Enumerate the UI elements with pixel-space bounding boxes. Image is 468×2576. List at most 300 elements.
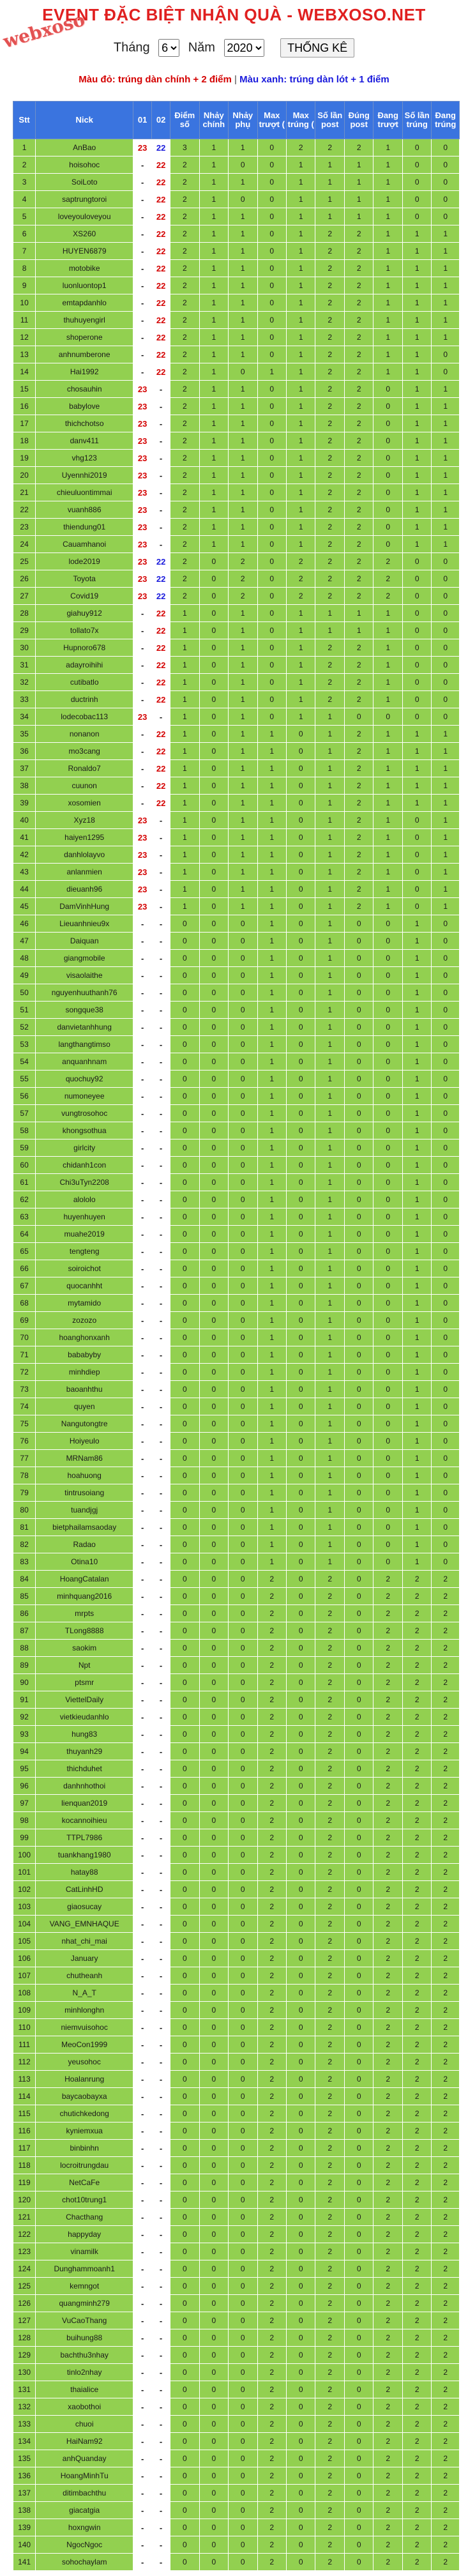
table-cell: 0: [287, 795, 315, 812]
table-cell: 0: [229, 2191, 257, 2209]
pick-01-cell: 23: [133, 501, 152, 519]
table-cell: 2: [374, 1795, 402, 1812]
submit-stats-button[interactable]: THỐNG KÊ: [280, 38, 354, 57]
nick-cell[interactable]: Xyz18: [36, 812, 133, 829]
nick-cell[interactable]: anhnumberone: [36, 346, 133, 363]
table-cell: 1: [199, 381, 228, 398]
nick-cell[interactable]: luonluontop1: [36, 277, 133, 294]
table-cell: 0: [257, 708, 286, 726]
nick-cell[interactable]: tintrusoiang: [36, 1484, 133, 1502]
nick-cell[interactable]: HoangMinhTu: [36, 2467, 133, 2485]
nick-cell[interactable]: Cauamhanoi: [36, 536, 133, 553]
nick-cell[interactable]: tinlo2nhay: [36, 2364, 133, 2381]
pick-02-cell: -: [152, 2536, 170, 2554]
nick-cell[interactable]: kemngot: [36, 2278, 133, 2295]
table-cell: 2: [257, 2278, 286, 2295]
table-cell: 1: [402, 432, 431, 450]
table-cell: 1: [315, 1260, 344, 1277]
table-cell: 2: [315, 2347, 344, 2364]
table-cell: 1: [432, 225, 460, 243]
nick-cell[interactable]: chieuluontimmai: [36, 484, 133, 501]
rank-cell: 83: [13, 1553, 36, 1571]
table-cell: 2: [344, 381, 373, 398]
month-select[interactable]: [158, 39, 179, 57]
column-header: Đang trúng: [432, 102, 460, 139]
nick-cell[interactable]: HaiNam92: [36, 2433, 133, 2450]
nick-cell[interactable]: bachthu3nhay: [36, 2347, 133, 2364]
nick-cell[interactable]: quangminh279: [36, 2295, 133, 2312]
nick-cell[interactable]: tuankhang1980: [36, 1847, 133, 1864]
pick-01-cell: -: [133, 277, 152, 294]
table-cell: 0: [170, 2174, 199, 2191]
nick-cell[interactable]: hoahuong: [36, 1467, 133, 1484]
nick-cell[interactable]: Covid19: [36, 588, 133, 605]
nick-cell[interactable]: Hoiyeulo: [36, 1433, 133, 1450]
table-cell: 2: [315, 1898, 344, 1916]
nick-cell[interactable]: thaialice: [36, 2381, 133, 2398]
table-cell: 2: [402, 1571, 431, 1588]
nick-cell[interactable]: khongsothua: [36, 1122, 133, 1139]
pick-01-cell: -: [133, 2467, 152, 2485]
table-cell: 0: [199, 795, 228, 812]
nick-cell[interactable]: hoanghonxanh: [36, 1329, 133, 1346]
rank-cell: 1: [13, 139, 36, 156]
nick-cell[interactable]: danhnhothoi: [36, 1778, 133, 1795]
table-row: [13, 2174, 460, 2191]
nick-cell[interactable]: happyday: [36, 2226, 133, 2243]
table-cell: 0: [229, 2416, 257, 2433]
nick-cell[interactable]: Hai1992: [36, 363, 133, 381]
table-cell: 0: [199, 1967, 228, 1985]
table-row: [13, 2054, 460, 2071]
nick-cell[interactable]: motobike: [36, 260, 133, 277]
nick-cell[interactable]: Ronaldo7: [36, 760, 133, 777]
nick-cell[interactable]: vinamilk: [36, 2243, 133, 2260]
pick-02-cell: -: [152, 2123, 170, 2140]
nick-cell[interactable]: numoneyee: [36, 1088, 133, 1105]
nick-cell[interactable]: Daiquan: [36, 933, 133, 950]
table-cell: 0: [432, 1415, 460, 1433]
table-cell: 0: [344, 1191, 373, 1208]
table-cell: 0: [170, 2054, 199, 2071]
nick-cell[interactable]: Radao: [36, 1536, 133, 1553]
nick-cell[interactable]: ViettelDaily: [36, 1691, 133, 1709]
nick-cell[interactable]: emtapdanhlo: [36, 294, 133, 312]
nick-cell[interactable]: mytamido: [36, 1295, 133, 1312]
nick-cell[interactable]: sohochaylam: [36, 2554, 133, 2571]
nick-cell[interactable]: chosauhin: [36, 381, 133, 398]
nick-cell[interactable]: giaosucay: [36, 1898, 133, 1916]
table-cell: 2: [432, 1605, 460, 1622]
nick-cell[interactable]: Npt: [36, 1657, 133, 1674]
rank-cell: 97: [13, 1795, 36, 1812]
nick-cell[interactable]: zozozo: [36, 1312, 133, 1329]
nick-cell[interactable]: vhg123: [36, 450, 133, 467]
table-cell: 0: [229, 1640, 257, 1657]
table-cell: 0: [229, 1139, 257, 1157]
table-cell: 2: [315, 1778, 344, 1795]
nick-cell[interactable]: huyenhuyen: [36, 1208, 133, 1226]
table-cell: 2: [344, 467, 373, 484]
nick-cell[interactable]: MeoCon1999: [36, 2036, 133, 2054]
table-cell: 2: [344, 346, 373, 363]
nick-cell[interactable]: cutibatlo: [36, 674, 133, 691]
table-cell: 1: [199, 329, 228, 346]
table-cell: 0: [432, 191, 460, 208]
nick-cell[interactable]: NetCaFe: [36, 2174, 133, 2191]
nick-cell[interactable]: dieuanh96: [36, 881, 133, 898]
nick-cell[interactable]: nhat_chi_mai: [36, 1933, 133, 1950]
nick-cell[interactable]: nguyenhuuthanh76: [36, 984, 133, 1002]
rank-cell: 93: [13, 1726, 36, 1743]
table-cell: 1: [315, 812, 344, 829]
table-cell: 0: [287, 1139, 315, 1157]
table-cell: 2: [432, 2174, 460, 2191]
nick-cell[interactable]: binbinhn: [36, 2140, 133, 2157]
table-cell: 2: [344, 898, 373, 915]
nick-cell[interactable]: visaolaithe: [36, 967, 133, 984]
table-cell: 0: [287, 1622, 315, 1640]
table-cell: 0: [344, 2502, 373, 2519]
nick-cell[interactable]: quocanhht: [36, 1277, 133, 1295]
nick-cell[interactable]: songque38: [36, 1002, 133, 1019]
nick-cell[interactable]: Otina10: [36, 1553, 133, 1571]
nick-cell[interactable]: adayroihihi: [36, 657, 133, 674]
nick-cell[interactable]: mo3cang: [36, 743, 133, 760]
table-cell: 1: [287, 260, 315, 277]
nick-cell[interactable]: baycaobayxa: [36, 2088, 133, 2105]
nick-cell[interactable]: tollato7x: [36, 622, 133, 639]
table-cell: 0: [199, 1605, 228, 1622]
table-cell: 0: [199, 2123, 228, 2140]
table-cell: 1: [315, 1002, 344, 1019]
table-cell: 1: [315, 1053, 344, 1071]
table-cell: 0: [344, 1536, 373, 1553]
table-cell: 2: [344, 519, 373, 536]
table-cell: 2: [344, 484, 373, 501]
nick-cell[interactable]: thichchotso: [36, 415, 133, 432]
nick-cell[interactable]: quyen: [36, 1398, 133, 1415]
pick-02-cell: -: [152, 415, 170, 432]
table-cell: 1: [402, 225, 431, 243]
nick-cell[interactable]: xaobothoi: [36, 2398, 133, 2416]
nick-cell[interactable]: vuanh886: [36, 501, 133, 519]
nick-cell[interactable]: Toyota: [36, 570, 133, 588]
table-cell: 1: [402, 1277, 431, 1295]
table-cell: 0: [344, 2191, 373, 2209]
nick-cell[interactable]: giacatgia: [36, 2502, 133, 2519]
nick-cell[interactable]: Chacthang: [36, 2209, 133, 2226]
table-cell: 0: [170, 1778, 199, 1795]
nick-cell[interactable]: vietkieudanhlo: [36, 1709, 133, 1726]
nick-cell[interactable]: langthangtimso: [36, 1036, 133, 1053]
nick-cell[interactable]: chutichkedong: [36, 2105, 133, 2123]
nick-cell[interactable]: HUYEN6879: [36, 243, 133, 260]
table-cell: 1: [257, 898, 286, 915]
nick-cell[interactable]: danhlolayvo: [36, 846, 133, 864]
pick-02-cell: -: [152, 2364, 170, 2381]
table-cell: 0: [199, 2467, 228, 2485]
table-cell: 2: [344, 415, 373, 432]
nick-cell[interactable]: ditimbachthu: [36, 2485, 133, 2502]
nick-cell[interactable]: locroitrungdau: [36, 2157, 133, 2174]
table-cell: 0: [402, 898, 431, 915]
nick-cell[interactable]: minhdiep: [36, 1364, 133, 1381]
table-cell: 0: [170, 984, 199, 1002]
table-cell: 0: [344, 2019, 373, 2036]
table-cell: 1: [374, 795, 402, 812]
nick-cell[interactable]: VuCaoThang: [36, 2312, 133, 2329]
nick-cell[interactable]: TLong8888: [36, 1622, 133, 1640]
nick-cell[interactable]: SoiLoto: [36, 174, 133, 191]
nick-cell[interactable]: Chi3uTyn2208: [36, 1174, 133, 1191]
table-cell: 1: [402, 1174, 431, 1191]
table-row: [13, 1898, 460, 1916]
nick-cell[interactable]: TTPL7986: [36, 1829, 133, 1847]
pick-01-cell: -: [133, 2019, 152, 2036]
table-cell: 2: [402, 1657, 431, 1674]
table-cell: 2: [315, 501, 344, 519]
column-header: 01: [133, 102, 152, 139]
rank-cell: 75: [13, 1415, 36, 1433]
table-cell: 2: [315, 2243, 344, 2260]
pick-02-cell: 22: [152, 726, 170, 743]
pick-02-cell: 22: [152, 208, 170, 225]
table-cell: 0: [344, 2416, 373, 2433]
nick-cell[interactable]: ptsmr: [36, 1674, 133, 1691]
table-cell: 0: [432, 639, 460, 657]
table-cell: 1: [315, 1364, 344, 1381]
pick-02-cell: -: [152, 864, 170, 881]
table-cell: 2: [170, 381, 199, 398]
nick-cell[interactable]: hatay88: [36, 1864, 133, 1881]
nick-cell[interactable]: anhQuanday: [36, 2450, 133, 2467]
nick-cell[interactable]: niemvuisohoc: [36, 2019, 133, 2036]
nick-cell[interactable]: January: [36, 1950, 133, 1967]
table-cell: 2: [257, 1829, 286, 1847]
nick-cell[interactable]: chidanh1con: [36, 1157, 133, 1174]
nick-cell[interactable]: saptrungtoroi: [36, 191, 133, 208]
table-cell: 2: [315, 1950, 344, 1967]
nick-cell[interactable]: Dunghammoanh1: [36, 2260, 133, 2278]
nick-cell[interactable]: buihung88: [36, 2329, 133, 2347]
table-cell: 0: [229, 156, 257, 174]
nick-cell[interactable]: yeusohoc: [36, 2054, 133, 2071]
table-row: [13, 363, 460, 381]
table-row: [13, 1191, 460, 1208]
rank-cell: 47: [13, 933, 36, 950]
nick-cell[interactable]: N_A_T: [36, 1985, 133, 2002]
table-cell: 2: [374, 2105, 402, 2123]
nick-cell[interactable]: lienquan2019: [36, 1795, 133, 1812]
table-cell: 0: [344, 984, 373, 1002]
nick-cell[interactable]: XS260: [36, 225, 133, 243]
table-cell: 2: [257, 1967, 286, 1985]
nick-cell[interactable]: NgocNgoc: [36, 2536, 133, 2554]
pick-02-cell: -: [152, 950, 170, 967]
nick-cell[interactable]: hoisohoc: [36, 156, 133, 174]
year-label: Năm: [188, 40, 215, 55]
nick-cell[interactable]: tengteng: [36, 1243, 133, 1260]
nick-cell[interactable]: VANG_EMNHAQUE: [36, 1916, 133, 1933]
table-cell: 2: [344, 881, 373, 898]
table-cell: 0: [199, 898, 228, 915]
nick-cell[interactable]: saokim: [36, 1640, 133, 1657]
table-cell: 1: [315, 1312, 344, 1329]
table-cell: 0: [287, 1778, 315, 1795]
table-cell: 1: [315, 846, 344, 864]
pick-02-cell: -: [152, 898, 170, 915]
rank-cell: 137: [13, 2485, 36, 2502]
table-cell: 2: [257, 1709, 286, 1726]
table-cell: 1: [315, 1174, 344, 1191]
nick-cell[interactable]: Lieuanhnieu9x: [36, 915, 133, 933]
rank-cell: 5: [13, 208, 36, 225]
nick-cell[interactable]: mrpts: [36, 1605, 133, 1622]
table-cell: 2: [374, 2347, 402, 2364]
nick-cell[interactable]: CatLinhHD: [36, 1881, 133, 1898]
nick-cell[interactable]: anquanhnam: [36, 1053, 133, 1071]
table-cell: 1: [170, 898, 199, 915]
nick-cell[interactable]: haiyen1295: [36, 829, 133, 846]
nick-cell[interactable]: lode2019: [36, 553, 133, 570]
pick-02-cell: -: [152, 2019, 170, 2036]
table-cell: 0: [170, 2364, 199, 2381]
nick-cell[interactable]: Uyennhi2019: [36, 467, 133, 484]
table-row: [13, 1122, 460, 1139]
table-cell: 1: [199, 156, 228, 174]
nick-cell[interactable]: bababyby: [36, 1346, 133, 1364]
nick-cell[interactable]: MRNam86: [36, 1450, 133, 1467]
nick-cell[interactable]: soiroichot: [36, 1260, 133, 1277]
table-cell: 2: [257, 2123, 286, 2140]
nick-cell[interactable]: shoperone: [36, 329, 133, 346]
nick-cell[interactable]: vungtrosohoc: [36, 1105, 133, 1122]
nick-cell[interactable]: lodecobac113: [36, 708, 133, 726]
pick-02-cell: -: [152, 2450, 170, 2467]
table-cell: 0: [344, 2260, 373, 2278]
year-select[interactable]: [224, 39, 264, 57]
nick-cell[interactable]: minhlonghn: [36, 2002, 133, 2019]
nick-cell[interactable]: giahuy912: [36, 605, 133, 622]
table-cell: 0: [170, 1812, 199, 1829]
rank-cell: 54: [13, 1053, 36, 1071]
table-cell: 0: [199, 1433, 228, 1450]
nick-cell[interactable]: thuhuyengirl: [36, 312, 133, 329]
nick-cell[interactable]: danv411: [36, 432, 133, 450]
table-row: [13, 2295, 460, 2312]
nick-cell[interactable]: chutheanh: [36, 1967, 133, 1985]
nick-cell[interactable]: thuyanh29: [36, 1743, 133, 1760]
nick-cell[interactable]: thichduhet: [36, 1760, 133, 1778]
nick-cell[interactable]: Nangutongtre: [36, 1415, 133, 1433]
table-cell: 2: [257, 1691, 286, 1709]
table-cell: 0: [170, 1467, 199, 1484]
nick-cell[interactable]: Hupnoro678: [36, 639, 133, 657]
nick-cell[interactable]: minhquang2016: [36, 1588, 133, 1605]
table-cell: 0: [287, 933, 315, 950]
nick-cell[interactable]: anlanmien: [36, 864, 133, 881]
nick-cell[interactable]: loveyouloveyou: [36, 208, 133, 225]
nick-cell[interactable]: chot10trung1: [36, 2191, 133, 2209]
table-cell: 0: [432, 1484, 460, 1502]
table-cell: 0: [257, 657, 286, 674]
table-cell: 0: [432, 1157, 460, 1174]
table-cell: 0: [199, 1329, 228, 1346]
table-cell: 0: [257, 277, 286, 294]
nick-cell[interactable]: babylove: [36, 398, 133, 415]
rank-cell: 118: [13, 2157, 36, 2174]
table-cell: 0: [287, 1019, 315, 1036]
table-cell: 2: [402, 1812, 431, 1829]
nick-cell[interactable]: cuunon: [36, 777, 133, 795]
table-cell: 2: [315, 1881, 344, 1898]
nick-cell[interactable]: giangmobile: [36, 950, 133, 967]
table-cell: 2: [257, 2071, 286, 2088]
nick-cell[interactable]: danvietanhhung: [36, 1019, 133, 1036]
table-row: [13, 1398, 460, 1415]
nick-cell[interactable]: xosomien: [36, 795, 133, 812]
table-cell: 0: [229, 1691, 257, 1709]
table-row: [13, 1536, 460, 1553]
nick-cell[interactable]: girlcity: [36, 1139, 133, 1157]
nick-cell[interactable]: tuandjgj: [36, 1502, 133, 1519]
nick-cell[interactable]: alololo: [36, 1191, 133, 1208]
table-cell: 2: [315, 294, 344, 312]
table-cell: 0: [344, 1571, 373, 1588]
nick-cell[interactable]: thiendung01: [36, 519, 133, 536]
table-cell: 1: [257, 1502, 286, 1519]
nick-cell[interactable]: hung83: [36, 1726, 133, 1743]
nick-cell[interactable]: hoxngwin: [36, 2519, 133, 2536]
nick-cell[interactable]: Hoalanrung: [36, 2071, 133, 2088]
rank-cell: 111: [13, 2036, 36, 2054]
nick-cell[interactable]: nonanon: [36, 726, 133, 743]
table-row: [13, 1036, 460, 1053]
table-cell: 1: [257, 1381, 286, 1398]
nick-cell[interactable]: quochuy92: [36, 1071, 133, 1088]
table-cell: 0: [432, 174, 460, 191]
pick-01-cell: -: [133, 1105, 152, 1122]
rank-cell: 52: [13, 1019, 36, 1036]
nick-cell[interactable]: ductrinh: [36, 691, 133, 708]
nick-cell[interactable]: muahe2019: [36, 1226, 133, 1243]
pick-02-cell: -: [152, 501, 170, 519]
table-row: [13, 2002, 460, 2019]
table-cell: 0: [199, 2036, 228, 2054]
nick-cell[interactable]: DamVinhHung: [36, 898, 133, 915]
table-cell: 0: [344, 1139, 373, 1157]
ranking-table: [13, 101, 460, 2571]
nick-cell[interactable]: kocannoihieu: [36, 1812, 133, 1829]
table-cell: 0: [229, 967, 257, 984]
nick-cell[interactable]: baoanhthu: [36, 1381, 133, 1398]
table-cell: 0: [170, 1053, 199, 1071]
nick-cell[interactable]: bietphailamsaoday: [36, 1519, 133, 1536]
nick-cell[interactable]: chuoi: [36, 2416, 133, 2433]
table-cell: 0: [287, 2416, 315, 2433]
nick-cell[interactable]: kyniemxua: [36, 2123, 133, 2140]
nick-cell[interactable]: HoangCatalan: [36, 1571, 133, 1588]
table-cell: 1: [402, 519, 431, 536]
pick-02-cell: -: [152, 2329, 170, 2347]
pick-01-cell: -: [133, 208, 152, 225]
table-cell: 0: [374, 432, 402, 450]
column-header: Điểm số: [170, 102, 199, 139]
pick-02-cell: -: [152, 2071, 170, 2088]
table-cell: 0: [402, 208, 431, 225]
nick-cell[interactable]: AnBao: [36, 139, 133, 156]
